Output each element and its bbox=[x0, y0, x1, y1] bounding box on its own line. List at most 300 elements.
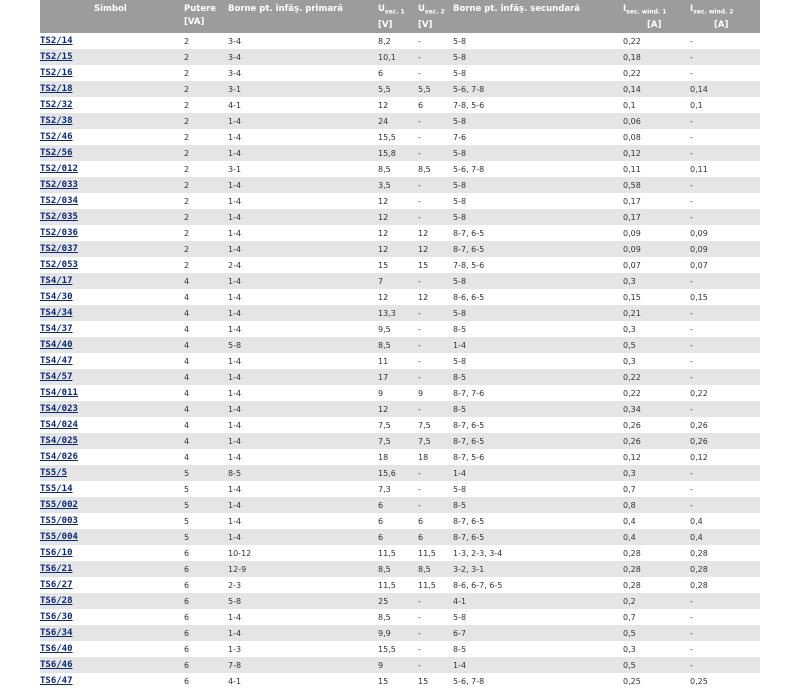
symbol-cell bbox=[40, 321, 184, 337]
symbol-link[interactable]: TS4/024 bbox=[40, 420, 78, 430]
table-row bbox=[40, 673, 760, 689]
primary-terminals-cell: 1-4 bbox=[228, 449, 378, 465]
header-primary: Borne pt. înfăş. primară bbox=[228, 0, 378, 33]
u-sec2-cell: 12 bbox=[418, 289, 453, 305]
i-sec1-cell: 0,1 bbox=[623, 97, 690, 113]
secondary-terminals-cell: 8-7, 6-5 bbox=[453, 513, 623, 529]
power-cell: 2 bbox=[184, 145, 228, 161]
header-secondary: Borne pt. înfăş. secundară bbox=[453, 0, 623, 33]
secondary-terminals-cell: 5-8 bbox=[453, 145, 623, 161]
symbol-cell bbox=[40, 401, 184, 417]
i-sec1-cell: 0,26 bbox=[623, 417, 690, 433]
i-sec2-cell: - bbox=[690, 33, 760, 49]
symbol-link[interactable]: TS5/5 bbox=[40, 468, 68, 478]
i-sec2-cell: 0,09 bbox=[690, 225, 760, 241]
i-sec2-cell: 0,22 bbox=[690, 385, 760, 401]
i-sec2-cell: 0,12 bbox=[690, 449, 760, 465]
header-symbol: Simbol bbox=[40, 0, 184, 33]
primary-terminals-cell: 3-4 bbox=[228, 65, 378, 81]
symbol-cell bbox=[40, 529, 184, 545]
i-sec2-cell: - bbox=[690, 401, 760, 417]
table-row bbox=[40, 625, 760, 641]
primary-terminals-cell: 1-4 bbox=[228, 225, 378, 241]
power-cell: 2 bbox=[184, 81, 228, 97]
symbol-link[interactable]: TS4/026 bbox=[40, 452, 78, 462]
i-sec2-cell: - bbox=[690, 369, 760, 385]
u-sec1-cell: 12 bbox=[378, 97, 418, 113]
power-cell: 2 bbox=[184, 113, 228, 129]
u-sec1-cell: 10,1 bbox=[378, 49, 418, 65]
i-sec2-cell: 0,25 bbox=[690, 673, 760, 689]
secondary-terminals-cell: 5-8 bbox=[453, 353, 623, 369]
symbol-cell bbox=[40, 129, 184, 145]
table-row bbox=[40, 337, 760, 353]
primary-terminals-cell: 1-4 bbox=[228, 193, 378, 209]
header-i-sec1: $I_{sec. wind. 1}$ [A] bbox=[623, 0, 690, 33]
i-sec1-cell: 0,08 bbox=[623, 129, 690, 145]
symbol-link[interactable]: TS6/30 bbox=[40, 612, 73, 622]
power-cell: 4 bbox=[184, 305, 228, 321]
symbol-cell bbox=[40, 65, 184, 81]
i-sec2-cell: 0,09 bbox=[690, 241, 760, 257]
symbol-link[interactable]: TS4/023 bbox=[40, 404, 78, 414]
symbol-link[interactable]: TS2/32 bbox=[40, 100, 73, 110]
i-sec1-cell: 0,34 bbox=[623, 401, 690, 417]
symbol-cell bbox=[40, 337, 184, 353]
u-sec1-cell: 24 bbox=[378, 113, 418, 129]
u-sec1-cell: 15,5 bbox=[378, 641, 418, 657]
u-sec1-cell: 15,5 bbox=[378, 129, 418, 145]
symbol-link[interactable]: TS6/47 bbox=[40, 676, 73, 686]
i-sec2-cell: - bbox=[690, 273, 760, 289]
secondary-terminals-cell: 1-4 bbox=[453, 337, 623, 353]
secondary-terminals-cell: 8-7, 6-5 bbox=[453, 241, 623, 257]
u-sec1-cell: 8,2 bbox=[378, 33, 418, 49]
table-row bbox=[40, 449, 760, 465]
table-row bbox=[40, 209, 760, 225]
symbol-link[interactable]: TS2/46 bbox=[40, 132, 73, 142]
i-sec1-cell: 0,5 bbox=[623, 625, 690, 641]
u-sec1-cell: 9 bbox=[378, 385, 418, 401]
primary-terminals-cell: 1-4 bbox=[228, 513, 378, 529]
power-cell: 2 bbox=[184, 193, 228, 209]
symbol-cell bbox=[40, 641, 184, 657]
symbol-cell bbox=[40, 353, 184, 369]
table-row bbox=[40, 529, 760, 545]
symbol-cell bbox=[40, 609, 184, 625]
primary-terminals-cell: 3-4 bbox=[228, 49, 378, 65]
primary-terminals-cell: 2-4 bbox=[228, 257, 378, 273]
table-row bbox=[40, 577, 760, 593]
table-row bbox=[40, 273, 760, 289]
symbol-link[interactable]: TS2/012 bbox=[40, 164, 78, 174]
u-sec2-cell: - bbox=[418, 33, 453, 49]
i-sec1-cell: 0,7 bbox=[623, 481, 690, 497]
i-sec1-cell: 0,14 bbox=[623, 81, 690, 97]
symbol-cell bbox=[40, 673, 184, 689]
secondary-terminals-cell: 5-8 bbox=[453, 209, 623, 225]
symbol-cell bbox=[40, 257, 184, 273]
symbol-cell bbox=[40, 449, 184, 465]
primary-terminals-cell: 1-4 bbox=[228, 353, 378, 369]
power-cell: 5 bbox=[184, 529, 228, 545]
primary-terminals-cell: 1-4 bbox=[228, 321, 378, 337]
power-cell: 6 bbox=[184, 657, 228, 673]
header-u-sec1: $U_{sec. 1}$ [V] bbox=[378, 0, 418, 33]
secondary-terminals-cell: 1-4 bbox=[453, 657, 623, 673]
u-sec2-cell: 12 bbox=[418, 225, 453, 241]
secondary-terminals-cell: 5-8 bbox=[453, 65, 623, 81]
u-sec2-cell: - bbox=[418, 657, 453, 673]
u-sec1-cell: 11,5 bbox=[378, 577, 418, 593]
i-sec1-cell: 0,3 bbox=[623, 353, 690, 369]
i-sec1-cell: 0,5 bbox=[623, 337, 690, 353]
u-sec1-cell: 12 bbox=[378, 193, 418, 209]
table-row bbox=[40, 369, 760, 385]
symbol-cell bbox=[40, 193, 184, 209]
i-sec2-cell: 0,14 bbox=[690, 81, 760, 97]
symbol-cell bbox=[40, 145, 184, 161]
u-sec2-cell: - bbox=[418, 321, 453, 337]
power-cell: 5 bbox=[184, 465, 228, 481]
u-sec2-cell: - bbox=[418, 209, 453, 225]
u-sec1-cell: 7 bbox=[378, 273, 418, 289]
i-sec1-cell: 0,22 bbox=[623, 33, 690, 49]
u-sec1-cell: 17 bbox=[378, 369, 418, 385]
secondary-terminals-cell: 8-7, 6-5 bbox=[453, 417, 623, 433]
table-row bbox=[40, 561, 760, 577]
table-row bbox=[40, 289, 760, 305]
power-cell: 6 bbox=[184, 625, 228, 641]
symbol-link[interactable]: TS6/28 bbox=[40, 596, 73, 606]
secondary-terminals-cell: 5-8 bbox=[453, 177, 623, 193]
symbol-cell bbox=[40, 513, 184, 529]
secondary-terminals-cell: 8-7, 5-6 bbox=[453, 449, 623, 465]
i-sec1-cell: 0,28 bbox=[623, 577, 690, 593]
symbol-link[interactable]: TS2/036 bbox=[40, 228, 78, 238]
symbol-cell bbox=[40, 241, 184, 257]
table-row bbox=[40, 465, 760, 481]
u-sec1-cell: 18 bbox=[378, 449, 418, 465]
u-sec1-cell: 12 bbox=[378, 225, 418, 241]
secondary-terminals-cell: 8-7, 7-6 bbox=[453, 385, 623, 401]
symbol-cell bbox=[40, 225, 184, 241]
symbol-link[interactable]: TS2/037 bbox=[40, 244, 78, 254]
power-cell: 6 bbox=[184, 561, 228, 577]
u-sec2-cell: 15 bbox=[418, 257, 453, 273]
secondary-terminals-cell: 7-6 bbox=[453, 129, 623, 145]
u-sec1-cell: 8,5 bbox=[378, 561, 418, 577]
symbol-link[interactable]: TS2/14 bbox=[40, 36, 73, 46]
symbol-link[interactable]: TS4/40 bbox=[40, 340, 73, 350]
primary-terminals-cell: 1-4 bbox=[228, 369, 378, 385]
i-sec1-cell: 0,3 bbox=[623, 321, 690, 337]
i-sec2-cell: - bbox=[690, 49, 760, 65]
symbol-cell bbox=[40, 369, 184, 385]
power-cell: 2 bbox=[184, 225, 228, 241]
symbol-cell bbox=[40, 657, 184, 673]
u-sec2-cell: 12 bbox=[418, 241, 453, 257]
table-row bbox=[40, 353, 760, 369]
i-sec2-cell: - bbox=[690, 65, 760, 81]
power-cell: 2 bbox=[184, 257, 228, 273]
power-cell: 6 bbox=[184, 577, 228, 593]
power-cell: 4 bbox=[184, 417, 228, 433]
primary-terminals-cell: 1-4 bbox=[228, 385, 378, 401]
u-sec1-cell: 6 bbox=[378, 497, 418, 513]
i-sec2-cell: - bbox=[690, 193, 760, 209]
primary-terminals-cell: 2-3 bbox=[228, 577, 378, 593]
symbol-link[interactable]: TS5/14 bbox=[40, 484, 73, 494]
symbol-link[interactable]: TS2/16 bbox=[40, 68, 73, 78]
i-sec1-cell: 0,7 bbox=[623, 609, 690, 625]
i-sec2-cell: - bbox=[690, 177, 760, 193]
symbol-link[interactable]: TS2/053 bbox=[40, 260, 78, 270]
u-sec1-cell: 6 bbox=[378, 513, 418, 529]
i-sec1-cell: 0,25 bbox=[623, 673, 690, 689]
primary-terminals-cell: 4-1 bbox=[228, 673, 378, 689]
power-cell: 2 bbox=[184, 161, 228, 177]
u-sec1-cell: 12 bbox=[378, 401, 418, 417]
u-sec1-cell: 25 bbox=[378, 593, 418, 609]
i-sec1-cell: 0,58 bbox=[623, 177, 690, 193]
i-sec2-cell: 0,1 bbox=[690, 97, 760, 113]
secondary-terminals-cell: 8-5 bbox=[453, 641, 623, 657]
u-sec2-cell: 5,5 bbox=[418, 81, 453, 97]
table-row bbox=[40, 497, 760, 513]
primary-terminals-cell: 3-4 bbox=[228, 33, 378, 49]
symbol-link[interactable]: TS5/004 bbox=[40, 532, 78, 542]
i-sec2-cell: - bbox=[690, 609, 760, 625]
header-u-sec2: $U_{sec. 2}$ [V] bbox=[418, 0, 453, 33]
power-cell: 6 bbox=[184, 609, 228, 625]
symbol-cell bbox=[40, 113, 184, 129]
symbol-link[interactable]: TS4/17 bbox=[40, 276, 73, 286]
primary-terminals-cell: 3-1 bbox=[228, 81, 378, 97]
secondary-terminals-cell: 5-8 bbox=[453, 481, 623, 497]
symbol-link[interactable]: TS2/15 bbox=[40, 52, 73, 62]
u-sec1-cell: 9 bbox=[378, 657, 418, 673]
table-row bbox=[40, 609, 760, 625]
primary-terminals-cell: 1-4 bbox=[228, 401, 378, 417]
u-sec2-cell: 8,5 bbox=[418, 161, 453, 177]
symbol-cell bbox=[40, 33, 184, 49]
primary-terminals-cell: 1-4 bbox=[228, 145, 378, 161]
secondary-terminals-cell: 5-8 bbox=[453, 113, 623, 129]
symbol-link[interactable]: TS6/40 bbox=[40, 644, 73, 654]
symbol-cell bbox=[40, 433, 184, 449]
table-row bbox=[40, 129, 760, 145]
i-sec1-cell: 0,3 bbox=[623, 465, 690, 481]
symbol-link[interactable]: TS2/034 bbox=[40, 196, 78, 206]
secondary-terminals-cell: 8-6, 6-5 bbox=[453, 289, 623, 305]
symbol-link[interactable]: TS4/34 bbox=[40, 308, 73, 318]
i-sec1-cell: 0,15 bbox=[623, 289, 690, 305]
symbol-link[interactable]: TS2/18 bbox=[40, 84, 73, 94]
primary-terminals-cell: 1-4 bbox=[228, 433, 378, 449]
power-cell: 2 bbox=[184, 129, 228, 145]
symbol-link[interactable]: TS6/27 bbox=[40, 580, 73, 590]
i-sec1-cell: 0,3 bbox=[623, 641, 690, 657]
primary-terminals-cell: 1-4 bbox=[228, 289, 378, 305]
i-sec2-cell: - bbox=[690, 337, 760, 353]
i-sec2-cell: 0,28 bbox=[690, 545, 760, 561]
u-sec2-cell: - bbox=[418, 609, 453, 625]
primary-terminals-cell: 1-3 bbox=[228, 641, 378, 657]
i-sec2-cell: 0,28 bbox=[690, 577, 760, 593]
symbol-link[interactable]: TS5/003 bbox=[40, 516, 78, 526]
symbol-link[interactable]: TS5/002 bbox=[40, 500, 78, 510]
i-sec2-cell: - bbox=[690, 593, 760, 609]
primary-terminals-cell: 10-12 bbox=[228, 545, 378, 561]
table-row bbox=[40, 161, 760, 177]
i-sec1-cell: 0,28 bbox=[623, 561, 690, 577]
i-sec1-cell: 0,4 bbox=[623, 513, 690, 529]
i-sec1-cell: 0,22 bbox=[623, 65, 690, 81]
secondary-terminals-cell: 5-6, 7-8 bbox=[453, 161, 623, 177]
table-row bbox=[40, 401, 760, 417]
table-row bbox=[40, 257, 760, 273]
i-sec1-cell: 0,09 bbox=[623, 241, 690, 257]
power-cell: 4 bbox=[184, 337, 228, 353]
secondary-terminals-cell: 8-7, 6-5 bbox=[453, 433, 623, 449]
power-cell: 4 bbox=[184, 369, 228, 385]
primary-terminals-cell: 1-4 bbox=[228, 417, 378, 433]
symbol-link[interactable]: TS6/46 bbox=[40, 660, 73, 670]
primary-terminals-cell: 1-4 bbox=[228, 497, 378, 513]
primary-terminals-cell: 7-8 bbox=[228, 657, 378, 673]
symbol-link[interactable]: TS2/38 bbox=[40, 116, 73, 126]
u-sec1-cell: 6 bbox=[378, 65, 418, 81]
power-cell: 2 bbox=[184, 49, 228, 65]
u-sec2-cell: - bbox=[418, 353, 453, 369]
primary-terminals-cell: 1-4 bbox=[228, 529, 378, 545]
symbol-cell bbox=[40, 417, 184, 433]
u-sec2-cell: - bbox=[418, 193, 453, 209]
secondary-terminals-cell: 5-6, 7-8 bbox=[453, 81, 623, 97]
u-sec2-cell: 6 bbox=[418, 97, 453, 113]
i-sec2-cell: - bbox=[690, 641, 760, 657]
secondary-terminals-cell: 5-8 bbox=[453, 193, 623, 209]
symbol-cell bbox=[40, 481, 184, 497]
symbol-link[interactable]: TS2/035 bbox=[40, 212, 78, 222]
u-sec1-cell: 7,5 bbox=[378, 433, 418, 449]
transformer-table bbox=[40, 0, 760, 689]
symbol-link[interactable]: TS6/10 bbox=[40, 548, 73, 558]
i-sec2-cell: 0,4 bbox=[690, 529, 760, 545]
primary-terminals-cell: 3-1 bbox=[228, 161, 378, 177]
table-row bbox=[40, 657, 760, 673]
symbol-cell bbox=[40, 561, 184, 577]
u-sec1-cell: 8,5 bbox=[378, 609, 418, 625]
u-sec1-cell: 13,3 bbox=[378, 305, 418, 321]
symbol-link[interactable]: TS4/011 bbox=[40, 388, 78, 398]
power-cell: 2 bbox=[184, 209, 228, 225]
secondary-terminals-cell: 5-8 bbox=[453, 273, 623, 289]
secondary-terminals-cell: 8-6, 6-7, 6-5 bbox=[453, 577, 623, 593]
power-cell: 5 bbox=[184, 513, 228, 529]
primary-terminals-cell: 5-8 bbox=[228, 593, 378, 609]
u-sec2-cell: - bbox=[418, 145, 453, 161]
symbol-link[interactable]: TS4/47 bbox=[40, 356, 73, 366]
table-row bbox=[40, 433, 760, 449]
u-sec2-cell: 18 bbox=[418, 449, 453, 465]
i-sec2-cell: 0,28 bbox=[690, 561, 760, 577]
i-sec2-cell: - bbox=[690, 625, 760, 641]
secondary-terminals-cell: 1-3, 2-3, 3-4 bbox=[453, 545, 623, 561]
u-sec2-cell: 7,5 bbox=[418, 433, 453, 449]
power-cell: 2 bbox=[184, 241, 228, 257]
i-sec1-cell: 0,28 bbox=[623, 545, 690, 561]
power-cell: 2 bbox=[184, 33, 228, 49]
i-sec2-cell: - bbox=[690, 353, 760, 369]
power-cell: 6 bbox=[184, 641, 228, 657]
u-sec2-cell: - bbox=[418, 129, 453, 145]
table-row bbox=[40, 513, 760, 529]
u-sec2-cell: - bbox=[418, 625, 453, 641]
i-sec1-cell: 0,12 bbox=[623, 449, 690, 465]
symbol-cell bbox=[40, 577, 184, 593]
u-sec2-cell: 8,5 bbox=[418, 561, 453, 577]
power-cell: 6 bbox=[184, 545, 228, 561]
u-sec1-cell: 15 bbox=[378, 673, 418, 689]
symbol-cell bbox=[40, 289, 184, 305]
i-sec1-cell: 0,09 bbox=[623, 225, 690, 241]
header-row bbox=[40, 0, 760, 33]
primary-terminals-cell: 1-4 bbox=[228, 625, 378, 641]
primary-terminals-cell: 1-4 bbox=[228, 305, 378, 321]
i-sec2-cell: - bbox=[690, 321, 760, 337]
symbol-link[interactable]: TS4/025 bbox=[40, 436, 78, 446]
u-sec1-cell: 6 bbox=[378, 529, 418, 545]
symbol-cell bbox=[40, 97, 184, 113]
secondary-terminals-cell: 1-4 bbox=[453, 465, 623, 481]
symbol-link[interactable]: TS6/21 bbox=[40, 564, 73, 574]
table-row bbox=[40, 97, 760, 113]
symbol-link[interactable]: TS2/56 bbox=[40, 148, 73, 158]
symbol-cell bbox=[40, 497, 184, 513]
symbol-link[interactable]: TS6/34 bbox=[40, 628, 73, 638]
power-cell: 4 bbox=[184, 401, 228, 417]
symbol-link[interactable]: TS2/033 bbox=[40, 180, 78, 190]
symbol-link[interactable]: TS4/30 bbox=[40, 292, 73, 302]
i-sec2-cell: - bbox=[690, 497, 760, 513]
u-sec2-cell: - bbox=[418, 49, 453, 65]
power-cell: 2 bbox=[184, 97, 228, 113]
symbol-link[interactable]: TS4/57 bbox=[40, 372, 73, 382]
symbol-cell bbox=[40, 545, 184, 561]
i-sec1-cell: 0,06 bbox=[623, 113, 690, 129]
table-row bbox=[40, 545, 760, 561]
primary-terminals-cell: 1-4 bbox=[228, 481, 378, 497]
secondary-terminals-cell: 8-7, 6-5 bbox=[453, 225, 623, 241]
table-row bbox=[40, 417, 760, 433]
symbol-link[interactable]: TS4/37 bbox=[40, 324, 73, 334]
i-sec1-cell: 0,26 bbox=[623, 433, 690, 449]
u-sec1-cell: 7,3 bbox=[378, 481, 418, 497]
secondary-terminals-cell: 6-7 bbox=[453, 625, 623, 641]
secondary-terminals-cell: 5-8 bbox=[453, 609, 623, 625]
symbol-cell bbox=[40, 305, 184, 321]
power-cell: 4 bbox=[184, 449, 228, 465]
header-power: Putere [VA] bbox=[184, 0, 228, 33]
symbol-cell bbox=[40, 465, 184, 481]
primary-terminals-cell: 1-4 bbox=[228, 209, 378, 225]
power-cell: 2 bbox=[184, 65, 228, 81]
table-row bbox=[40, 81, 760, 97]
u-sec2-cell: 7,5 bbox=[418, 417, 453, 433]
secondary-terminals-cell: 8-5 bbox=[453, 401, 623, 417]
